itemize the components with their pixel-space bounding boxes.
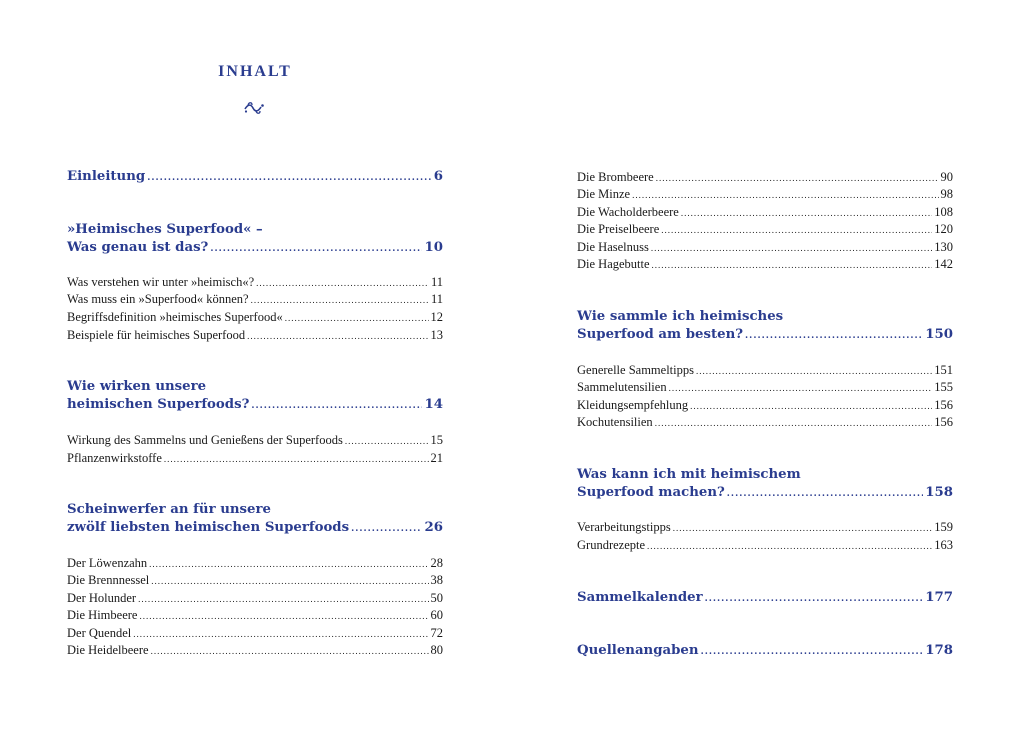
toc-heading-section1[interactable] — [67, 239, 443, 257]
toc-entry[interactable] — [67, 327, 443, 344]
toc-entry-label: Die Brennnessel — [67, 573, 150, 587]
toc-heading-section4[interactable] — [577, 326, 953, 344]
dot-leader — [247, 328, 428, 345]
dot-leader — [251, 397, 422, 415]
toc-page-number: 156 — [934, 415, 953, 429]
dot-leader — [669, 380, 933, 397]
toc-entry-label: Der Quendel — [67, 626, 132, 640]
toc-page-number: 38 — [430, 573, 443, 587]
toc-entry-label: Pflanzenwirkstoffe — [67, 451, 162, 465]
toc-entry-label: Was muss ein »Superfood« können? — [67, 292, 249, 306]
toc-page-number: 178 — [925, 643, 953, 658]
dot-leader — [690, 398, 932, 415]
toc-entry[interactable] — [67, 432, 443, 449]
toc-entry-label: Begriffsdefinition »heimisches Superfood« — [67, 310, 283, 324]
dot-leader — [345, 433, 429, 450]
toc-heading-label: Quellenangaben — [577, 643, 699, 658]
toc-entry-label: Die Brombeere — [577, 170, 654, 184]
toc-entry-label: Kleidungsempfehlung — [577, 398, 689, 412]
toc-page-number: 90 — [940, 170, 953, 184]
toc-page-number: 158 — [925, 485, 953, 500]
toc-entry-label: Die Haselnuss — [577, 240, 649, 254]
dot-leader — [656, 170, 939, 187]
toc-heading-line1: Was kann ich mit heimischem — [577, 467, 801, 482]
dot-leader — [701, 643, 924, 661]
toc-entry-label: Verarbeitungstipps — [577, 520, 671, 534]
toc-page-number: 50 — [430, 591, 443, 605]
dot-leader — [696, 363, 932, 380]
toc-heading-einleitung[interactable] — [67, 168, 443, 186]
toc-page-number: 28 — [430, 556, 443, 570]
toc-page-number: 177 — [925, 590, 953, 605]
dot-leader — [151, 643, 429, 660]
toc-heading-line1: Wie sammle ich heimisches — [577, 309, 784, 324]
toc-entry[interactable] — [67, 607, 443, 624]
dot-leader — [133, 626, 428, 643]
toc-entry[interactable] — [67, 450, 443, 467]
toc-entry[interactable] — [577, 169, 953, 186]
dot-leader — [727, 485, 923, 503]
dot-leader — [285, 310, 429, 327]
dot-leader — [138, 591, 428, 608]
toc-heading-section2[interactable] — [67, 396, 443, 414]
toc-page-number: 6 — [433, 169, 443, 184]
floral-ornament-icon — [243, 100, 265, 116]
toc-heading-label: heimischen Superfoods? — [67, 397, 250, 412]
dot-leader — [210, 240, 422, 258]
toc-entry[interactable] — [577, 362, 953, 379]
page-title: INHALT — [218, 63, 292, 80]
toc-page-number: 159 — [934, 520, 953, 534]
toc-heading-label: zwölf liebsten heimischen Superfoods — [67, 520, 350, 535]
dot-leader — [632, 187, 938, 204]
toc-entry[interactable] — [577, 397, 953, 414]
toc-entry[interactable] — [577, 204, 953, 221]
toc-page-number: 156 — [934, 398, 953, 412]
toc-entry-label: Die Preiselbeere — [577, 222, 660, 236]
dot-leader — [251, 292, 429, 309]
toc-page-number: 11 — [430, 292, 443, 306]
toc-entry-label: Der Holunder — [67, 591, 137, 605]
toc-page-number: 108 — [934, 205, 953, 219]
toc-entry[interactable] — [67, 555, 443, 572]
toc-entry[interactable] — [577, 414, 953, 431]
dot-leader — [149, 556, 428, 573]
dot-leader — [147, 169, 432, 187]
toc-entry-label: Die Minze — [577, 187, 631, 201]
toc-heading-line1: »Heimisches Superfood« – — [67, 222, 263, 237]
dot-leader — [351, 520, 422, 538]
toc-entry[interactable] — [67, 625, 443, 642]
toc-heading-section3[interactable] — [67, 519, 443, 537]
toc-page-number: 21 — [430, 451, 443, 465]
toc-page-number: 12 — [430, 310, 443, 324]
toc-entry[interactable] — [577, 239, 953, 256]
toc-entry[interactable] — [67, 572, 443, 589]
dot-leader — [705, 590, 924, 608]
dot-leader — [655, 415, 933, 432]
toc-heading-sammelkalender[interactable] — [577, 589, 953, 607]
toc-entry[interactable] — [67, 642, 443, 659]
toc-page-number: 15 — [430, 433, 443, 447]
toc-page-number: 120 — [934, 222, 953, 236]
dot-leader — [139, 608, 428, 625]
toc-entry-label: Grundrezepte — [577, 538, 646, 552]
toc-entry[interactable] — [577, 519, 953, 536]
toc-page-number: 130 — [934, 240, 953, 254]
toc-page-number: 150 — [925, 327, 953, 342]
toc-entry[interactable] — [67, 291, 443, 308]
dot-leader — [647, 538, 932, 555]
toc-entry-label: Beispiele für heimisches Superfood — [67, 328, 246, 342]
dot-leader — [256, 275, 429, 292]
toc-page-number: 11 — [430, 275, 443, 289]
toc-heading-section5[interactable] — [577, 484, 953, 502]
toc-heading-label: Sammelkalender — [577, 590, 703, 605]
toc-entry[interactable] — [67, 274, 443, 291]
toc-entry-label: Die Himbeere — [67, 608, 138, 622]
toc-page-number: 13 — [430, 328, 443, 342]
toc-entry[interactable] — [577, 221, 953, 238]
toc-heading-label: Was genau ist das? — [67, 240, 209, 255]
toc-page-number: 142 — [934, 257, 953, 271]
toc-entry[interactable] — [577, 379, 953, 396]
toc-page-number: 155 — [934, 380, 953, 394]
dot-leader — [673, 520, 933, 537]
toc-page-number: 10 — [424, 240, 443, 255]
dot-leader — [681, 205, 932, 222]
toc-page-number: 60 — [430, 608, 443, 622]
toc-entry-label: Die Wacholderbeere — [577, 205, 679, 219]
toc-heading-label: Einleitung — [67, 169, 146, 184]
toc-entry-label: Die Heidelbeere — [67, 643, 149, 657]
toc-page-number: 14 — [424, 397, 443, 412]
toc-entry-label: Der Löwenzahn — [67, 556, 148, 570]
toc-entry[interactable] — [67, 309, 443, 326]
dot-leader — [652, 257, 933, 274]
toc-entry-label: Was verstehen wir unter »heimisch«? — [67, 275, 255, 289]
toc-page-number: 98 — [940, 187, 953, 201]
toc-entry[interactable] — [67, 590, 443, 607]
toc-page-number: 26 — [424, 520, 443, 535]
toc-heading-line1: Wie wirken unsere — [67, 379, 207, 394]
toc-page-number: 72 — [430, 626, 443, 640]
toc-entry-label: Wirkung des Sammelns und Genießens der Superfoods — [67, 433, 343, 447]
dot-leader — [651, 240, 932, 257]
dot-leader — [164, 451, 429, 468]
toc-entry-label: Sammelutensilien — [577, 380, 667, 394]
toc-page-number: 151 — [934, 363, 953, 377]
dot-leader — [745, 327, 923, 345]
toc-heading-label: Superfood am besten? — [577, 327, 744, 342]
toc-entry[interactable] — [577, 537, 953, 554]
toc-entry[interactable] — [577, 256, 953, 273]
toc-page-number: 80 — [430, 643, 443, 657]
toc-page-number: 163 — [934, 538, 953, 552]
toc-heading-label: Superfood machen? — [577, 485, 725, 500]
toc-entry-label: Die Hagebutte — [577, 257, 650, 271]
toc-entry-label: Generelle Sammeltipps — [577, 363, 694, 377]
toc-heading-line1: Scheinwerfer an für unsere — [67, 502, 271, 517]
dot-leader — [151, 573, 428, 590]
dot-leader — [661, 222, 932, 239]
toc-entry[interactable] — [577, 186, 953, 203]
toc-heading-quellenangaben[interactable] — [577, 642, 953, 660]
toc-entry-label: Kochutensilien — [577, 415, 653, 429]
